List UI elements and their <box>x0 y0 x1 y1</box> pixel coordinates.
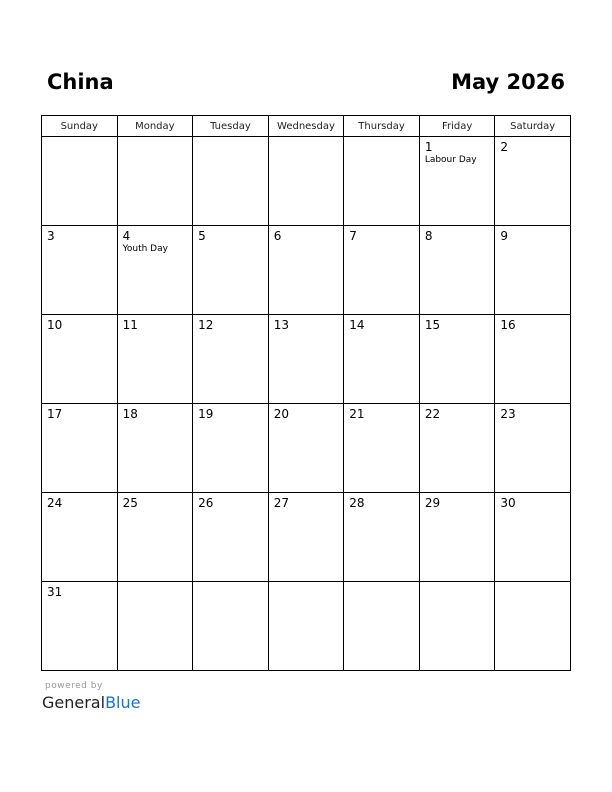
day-cell <box>193 315 269 404</box>
calendar-header <box>41 70 571 100</box>
day-number: 30 <box>500 496 516 510</box>
day-number: 25 <box>122 496 138 510</box>
day-cell <box>268 226 344 315</box>
holiday-label: Labour Day <box>424 155 477 165</box>
day-cell <box>344 582 420 671</box>
day-cell <box>117 493 193 582</box>
day-cell <box>193 226 269 315</box>
week-row <box>42 226 571 315</box>
day-cell <box>419 404 495 493</box>
country-title: China <box>47 70 114 94</box>
week-row <box>42 493 571 582</box>
weekday-sunday: Sunday <box>42 116 118 137</box>
weekday-header-row <box>42 116 571 137</box>
week-row <box>42 137 571 226</box>
day-cell <box>42 493 118 582</box>
day-number: 15 <box>424 318 441 332</box>
day-number: 9 <box>500 229 509 243</box>
day-cell <box>117 226 193 315</box>
brand-general-text: General <box>42 693 106 712</box>
day-cell <box>344 404 420 493</box>
brand-footer <box>42 681 140 712</box>
weekday-saturday: Saturday <box>495 116 571 137</box>
day-number: 17 <box>47 407 63 421</box>
day-number: 22 <box>424 407 441 421</box>
day-number: 8 <box>424 229 433 243</box>
day-number: 10 <box>47 318 63 332</box>
day-cell <box>193 404 269 493</box>
day-cell <box>419 226 495 315</box>
day-cell <box>42 226 118 315</box>
day-cell <box>344 493 420 582</box>
weekday-monday: Monday <box>117 116 193 137</box>
weekday-wednesday: Wednesday <box>268 116 344 137</box>
day-number: 5 <box>198 229 206 243</box>
day-number: 18 <box>122 407 138 421</box>
day-number: 19 <box>198 407 214 421</box>
day-cell <box>42 137 118 226</box>
day-number: 1 <box>424 140 433 154</box>
weekday-tuesday: Tuesday <box>193 116 269 137</box>
day-cell <box>193 137 269 226</box>
day-number: 13 <box>273 318 289 332</box>
day-cell <box>419 137 495 226</box>
day-cell <box>268 315 344 404</box>
week-row <box>42 404 571 493</box>
day-number: 20 <box>273 407 289 421</box>
day-number: 6 <box>273 229 282 243</box>
day-cell <box>344 226 420 315</box>
day-cell <box>495 582 571 671</box>
day-cell <box>495 493 571 582</box>
day-number: 3 <box>47 229 55 243</box>
day-cell <box>344 137 420 226</box>
day-number: 27 <box>273 496 289 510</box>
day-cell <box>42 582 118 671</box>
day-cell <box>419 493 495 582</box>
day-number: 31 <box>47 585 63 599</box>
day-number: 29 <box>424 496 441 510</box>
day-number: 2 <box>500 140 509 154</box>
day-cell <box>419 582 495 671</box>
day-number: 11 <box>122 318 138 332</box>
day-number: 7 <box>349 229 357 243</box>
day-cell <box>268 493 344 582</box>
day-number: 14 <box>349 318 365 332</box>
day-cell <box>495 404 571 493</box>
brand-logo <box>42 693 140 712</box>
day-cell <box>193 493 269 582</box>
day-number: 26 <box>198 496 214 510</box>
day-cell <box>495 226 571 315</box>
day-number: 12 <box>198 318 214 332</box>
day-cell <box>419 315 495 404</box>
day-cell <box>344 315 420 404</box>
week-row <box>42 582 571 671</box>
day-number: 16 <box>500 318 516 332</box>
day-cell <box>268 582 344 671</box>
week-row <box>42 315 571 404</box>
day-number: 4 <box>122 229 131 243</box>
powered-by-text: powered by <box>45 681 103 691</box>
day-cell <box>42 404 118 493</box>
weekday-friday: Friday <box>419 116 495 137</box>
day-number: 23 <box>500 407 516 421</box>
day-number: 21 <box>349 407 365 421</box>
day-cell <box>117 404 193 493</box>
day-cell <box>42 315 118 404</box>
day-cell <box>193 582 269 671</box>
day-cell <box>268 404 344 493</box>
weekday-thursday: Thursday <box>344 116 420 137</box>
brand-blue-text: Blue <box>105 693 141 712</box>
calendar-grid <box>41 115 571 671</box>
day-cell <box>117 137 193 226</box>
day-cell <box>495 137 571 226</box>
day-number: 28 <box>349 496 365 510</box>
day-cell <box>495 315 571 404</box>
day-cell <box>268 137 344 226</box>
day-cell <box>117 582 193 671</box>
day-number: 24 <box>47 496 63 510</box>
day-cell <box>117 315 193 404</box>
holiday-label: Youth Day <box>122 244 168 254</box>
month-year-title: May 2026 <box>451 70 565 94</box>
